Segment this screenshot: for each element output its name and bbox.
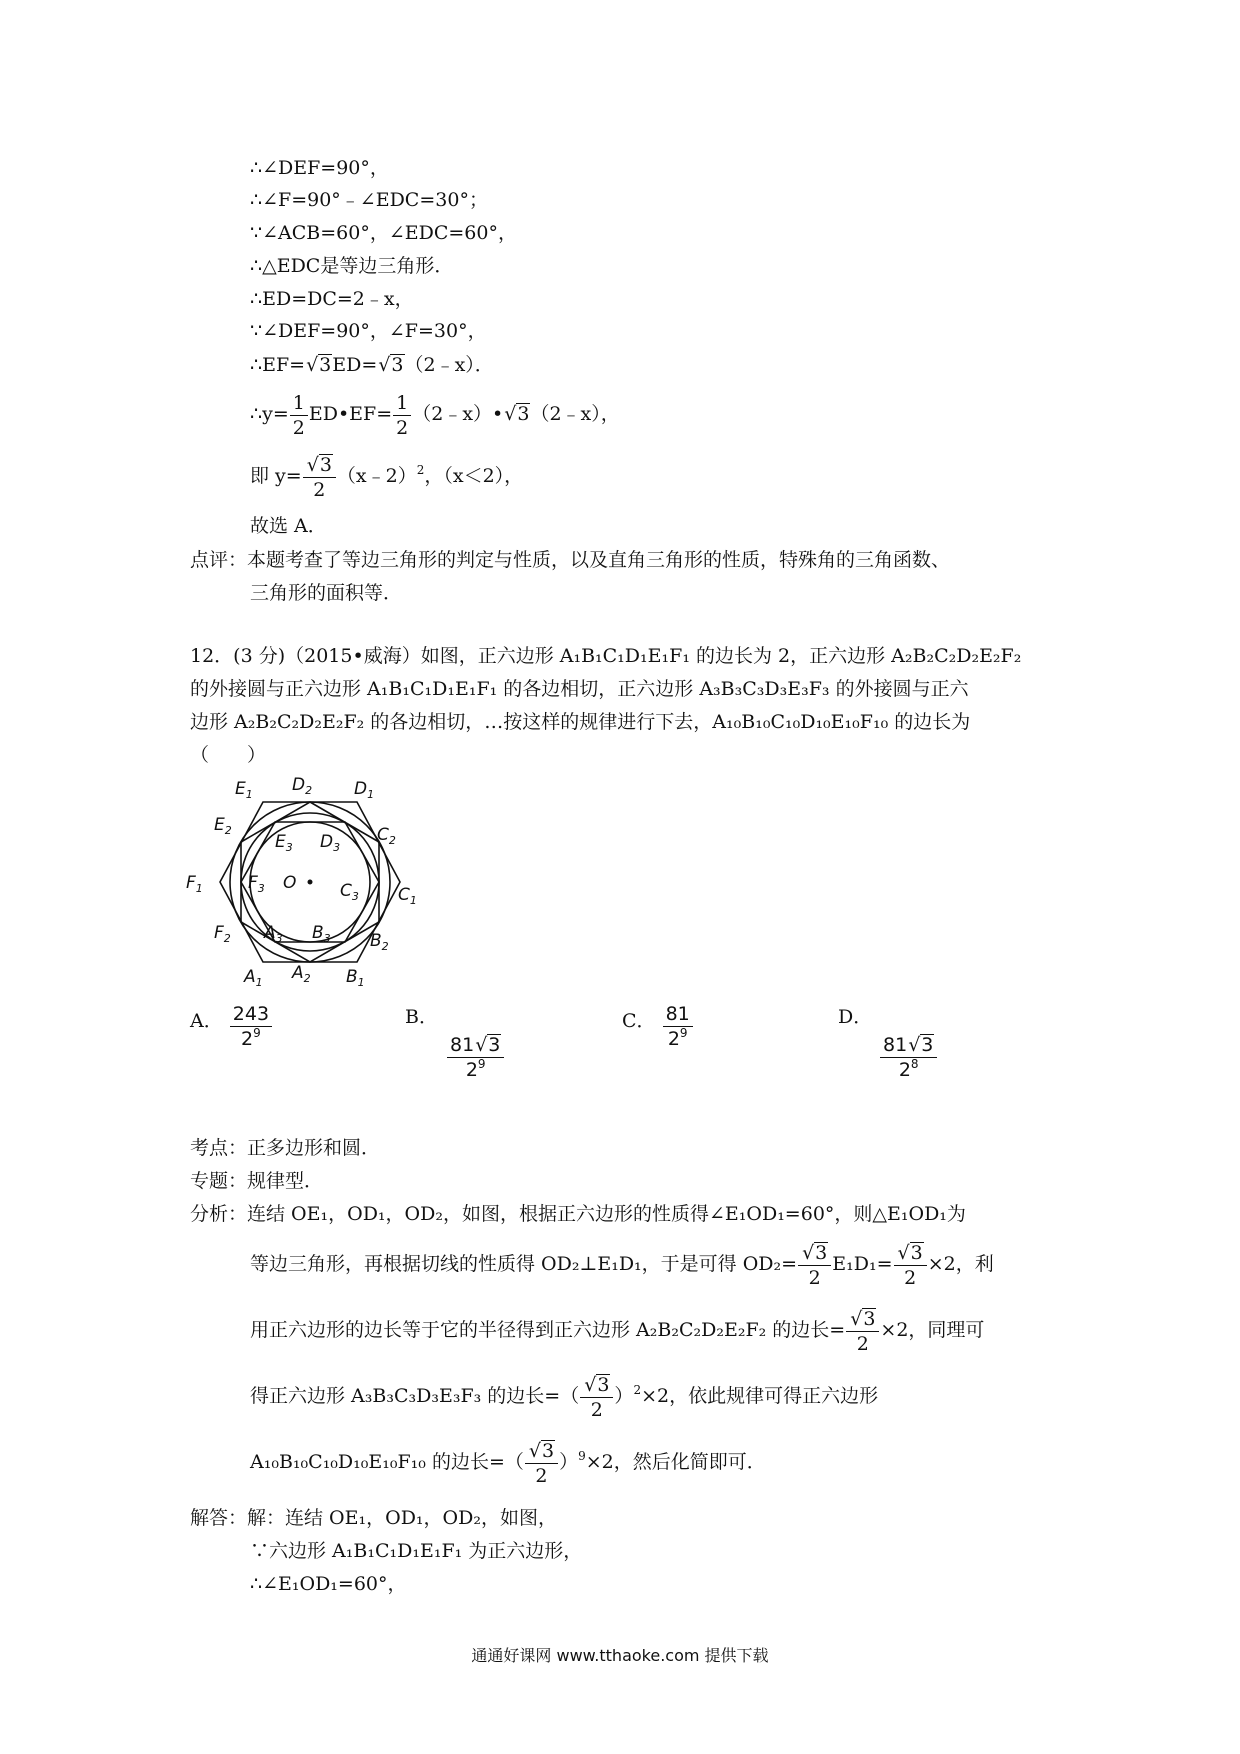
denominator: 2	[808, 1266, 821, 1289]
solution-line-9	[250, 446, 523, 506]
base: 2	[667, 1028, 680, 1050]
label-f3: $F_3$	[248, 873, 265, 895]
jieda-line-3: ∴∠E₁OD₁=60°，	[250, 1573, 407, 1595]
numerator	[846, 1307, 879, 1332]
fenxi-text: 连结 OE₁，OD₁，OD₂，如图，根据正六边形的性质得∠E₁OD₁=60°，则△E₁OD₁为	[247, 1203, 966, 1225]
numerator	[525, 1439, 558, 1464]
label-a1: $A_1$	[244, 967, 263, 989]
denominator	[447, 1058, 504, 1082]
text: （2﹣x），	[530, 403, 620, 425]
kaodian-line	[190, 1135, 380, 1161]
numerator: 243	[230, 1002, 272, 1027]
fenxi-line-2	[250, 1234, 994, 1294]
sqrt-3: √ 3	[487, 1034, 501, 1055]
option-d-label: D．	[838, 1006, 873, 1028]
denominator: 2	[313, 478, 326, 501]
option-a-fraction	[230, 1002, 272, 1051]
solution-line-8	[250, 384, 620, 444]
fraction	[290, 391, 308, 440]
fenxi-line-4	[250, 1366, 878, 1426]
page-footer: 通通好课网 www.tthaoke.com 提供下载	[471, 1646, 769, 1665]
base: 2	[898, 1059, 911, 1081]
denominator: 2	[396, 416, 409, 439]
option-b-fraction	[447, 1033, 504, 1082]
fraction	[894, 1241, 927, 1290]
sqrt-3: √ 3	[814, 1242, 828, 1263]
sqrt-3: √ 3	[541, 1440, 555, 1461]
label-e3: $E_3$	[275, 832, 293, 854]
solution-line-2: ∴∠F=90°﹣∠EDC=30°；	[250, 189, 488, 211]
denominator: 2	[292, 416, 305, 439]
text: ×2，同理可	[880, 1319, 985, 1341]
solution-line-10: 故选 A．	[250, 515, 327, 537]
fraction	[798, 1241, 831, 1290]
label-a3: $A_3$	[264, 923, 283, 945]
jieda-line-1	[190, 1505, 557, 1531]
label-e2: $E_2$	[214, 815, 232, 837]
text: ，（x＜2），	[424, 465, 524, 487]
sqrt-3: √ 3	[910, 1242, 924, 1263]
sqrt-3: √ 3	[596, 1374, 610, 1395]
text: 即 y=	[250, 465, 302, 487]
exponent: 8	[910, 1057, 919, 1071]
label-d3: $D_3$	[320, 832, 341, 854]
kaodian-text: 正多边形和圆．	[247, 1137, 381, 1159]
solution-line-4: ∴△EDC是等边三角形．	[250, 255, 454, 277]
numerator	[880, 1033, 937, 1058]
solution-line-7	[250, 352, 494, 378]
denominator: 2	[590, 1398, 603, 1421]
text: ×2，利	[927, 1253, 994, 1275]
label-d1: $D_1$	[354, 779, 375, 801]
hexagon-figure	[180, 770, 440, 1000]
question-line-1: 12．(3 分)（2015•威海）如图，正六边形 A₁B₁C₁D₁E₁F₁ 的边长为 2，正六边形 A₂B₂C₂D₂E₂F₂	[190, 645, 1022, 667]
jieda-line-2: ∵六边形 A₁B₁C₁D₁E₁F₁ 为正六边形，	[250, 1540, 583, 1562]
zhuanti-line	[190, 1168, 323, 1194]
solution-line-5: ∴ED=DC=2﹣x，	[250, 288, 414, 310]
fenxi-line-3	[250, 1300, 984, 1360]
kaodian-label: 考点：	[190, 1137, 248, 1159]
fraction	[393, 391, 411, 440]
exponent: 9	[578, 1449, 586, 1463]
comment-label: 点评：	[190, 549, 248, 571]
label-b1: $B_1$	[346, 967, 365, 989]
numerator	[303, 453, 336, 478]
text: A₁₀B₁₀C₁₀D₁₀E₁₀F₁₀ 的边长=（	[250, 1451, 524, 1473]
exponent: 2	[633, 1383, 642, 1397]
label-b2: $B_2$	[370, 931, 389, 953]
text: （x﹣2）	[336, 465, 417, 487]
text: ∴y=	[250, 403, 289, 425]
exponent: 9	[679, 1026, 688, 1040]
solution-line-3: ∵∠ACB=60°，∠EDC=60°，	[250, 222, 517, 244]
option-a[interactable]	[190, 1002, 273, 1051]
text: 等边三角形，再根据切线的性质得 OD₂⊥E₁D₁，于是可得 OD₂=	[250, 1253, 798, 1275]
fenxi-line-5	[250, 1432, 766, 1492]
fraction	[525, 1439, 558, 1488]
text: ED=	[332, 354, 378, 376]
denominator: 2	[856, 1332, 869, 1355]
fenxi-label: 分析：	[190, 1203, 248, 1225]
fenxi-line-1	[190, 1201, 966, 1227]
base: 2	[241, 1028, 254, 1050]
denominator	[230, 1027, 272, 1051]
sqrt-3: √ 3	[862, 1308, 876, 1329]
label-c3: $C_3$	[340, 881, 359, 903]
numerator	[580, 1373, 613, 1398]
denominator	[663, 1027, 693, 1051]
text: 用正六边形的边长等于它的半径得到正六边形 A₂B₂C₂D₂E₂F₂ 的边长=	[250, 1319, 846, 1341]
sqrt-3: √ 3	[920, 1034, 934, 1055]
exponent: 2	[416, 463, 425, 477]
solution-line-1: ∴∠DEF=90°，	[250, 157, 389, 179]
denominator	[880, 1058, 937, 1082]
label-c1: $C_1$	[398, 885, 417, 907]
text: （2﹣x）．	[404, 354, 494, 376]
label-b3: $B_3$	[312, 923, 331, 945]
coefficient: 81	[450, 1034, 475, 1056]
option-d[interactable]	[838, 1002, 938, 1082]
jieda-label: 解答：	[190, 1507, 248, 1529]
option-c-label: C．	[622, 1010, 656, 1032]
text: 得正六边形 A₃B₃C₃D₃E₃F₃ 的边长=（	[250, 1385, 580, 1407]
option-c-fraction	[663, 1002, 693, 1051]
label-c2: $C_2$	[377, 825, 396, 847]
text: ∴EF=	[250, 354, 306, 376]
question-line-2: 的外接圆与正六边形 A₁B₁C₁D₁E₁F₁ 的各边相切，正六边形 A₃B₃C₃D₃E₃F₃ 的外接圆与正六	[190, 678, 969, 700]
label-f1: $F_1$	[186, 873, 203, 895]
option-b[interactable]	[405, 1002, 505, 1082]
jieda-text: 解：连结 OE₁，OD₁，OD₂，如图，	[247, 1507, 557, 1529]
label-f2: $F_2$	[214, 923, 231, 945]
text: ED•EF=	[308, 403, 393, 425]
base: 2	[465, 1059, 478, 1081]
numerator	[798, 1241, 831, 1266]
text: ）	[614, 1385, 634, 1407]
sqrt-3: √ 3	[390, 354, 404, 375]
coefficient: 81	[883, 1034, 908, 1056]
exponent: 9	[253, 1026, 261, 1040]
exponent: 9	[477, 1057, 486, 1071]
numerator	[894, 1241, 927, 1266]
fraction	[580, 1373, 613, 1422]
numerator: 1	[290, 391, 308, 416]
question-line-3: 边形 A₂B₂C₂D₂E₂F₂ 的各边相切，…按这样的规律进行下去，A₁₀B₁₀C₁₀D₁₀E₁₀F₁₀ 的边长为	[190, 711, 971, 733]
text: ）	[559, 1451, 579, 1473]
option-a-label: A．	[190, 1010, 223, 1032]
question-line-4: （ ）	[190, 744, 267, 766]
sqrt-3: √ 3	[319, 454, 333, 475]
comment-line-1	[190, 547, 950, 573]
center-point	[308, 880, 313, 885]
option-c[interactable]	[622, 1002, 694, 1051]
option-d-fraction	[880, 1033, 937, 1082]
comment-text: 本题考查了等边三角形的判定与性质，以及直角三角形的性质，特殊角的三角函数、	[247, 549, 951, 571]
solution-line-6: ∵∠DEF=90°，∠F=30°，	[250, 320, 487, 342]
label-a2: $A_2$	[292, 963, 311, 985]
denominator: 2	[904, 1266, 917, 1289]
numerator: 1	[393, 391, 411, 416]
comment-line-2: 三角形的面积等．	[250, 582, 403, 604]
sqrt-3: √ 3	[516, 403, 530, 424]
label-o: O	[283, 873, 297, 893]
numerator	[447, 1033, 504, 1058]
fraction	[303, 453, 336, 502]
sqrt-3: √ 3	[318, 354, 332, 375]
label-e1: $E_1$	[235, 779, 253, 801]
text: ×2，然后化简即可．	[585, 1451, 766, 1473]
numerator: 81	[663, 1002, 693, 1027]
label-d2: $D_2$	[292, 775, 313, 797]
text: ×2，依此规律可得正六边形	[641, 1385, 879, 1407]
denominator: 2	[535, 1464, 548, 1487]
option-b-label: B．	[405, 1006, 438, 1028]
zhuanti-text: 规律型．	[247, 1170, 324, 1192]
zhuanti-label: 专题：	[190, 1170, 248, 1192]
fraction	[846, 1307, 879, 1356]
text: E₁D₁=	[832, 1253, 893, 1275]
text: （2﹣x）•	[412, 403, 504, 425]
